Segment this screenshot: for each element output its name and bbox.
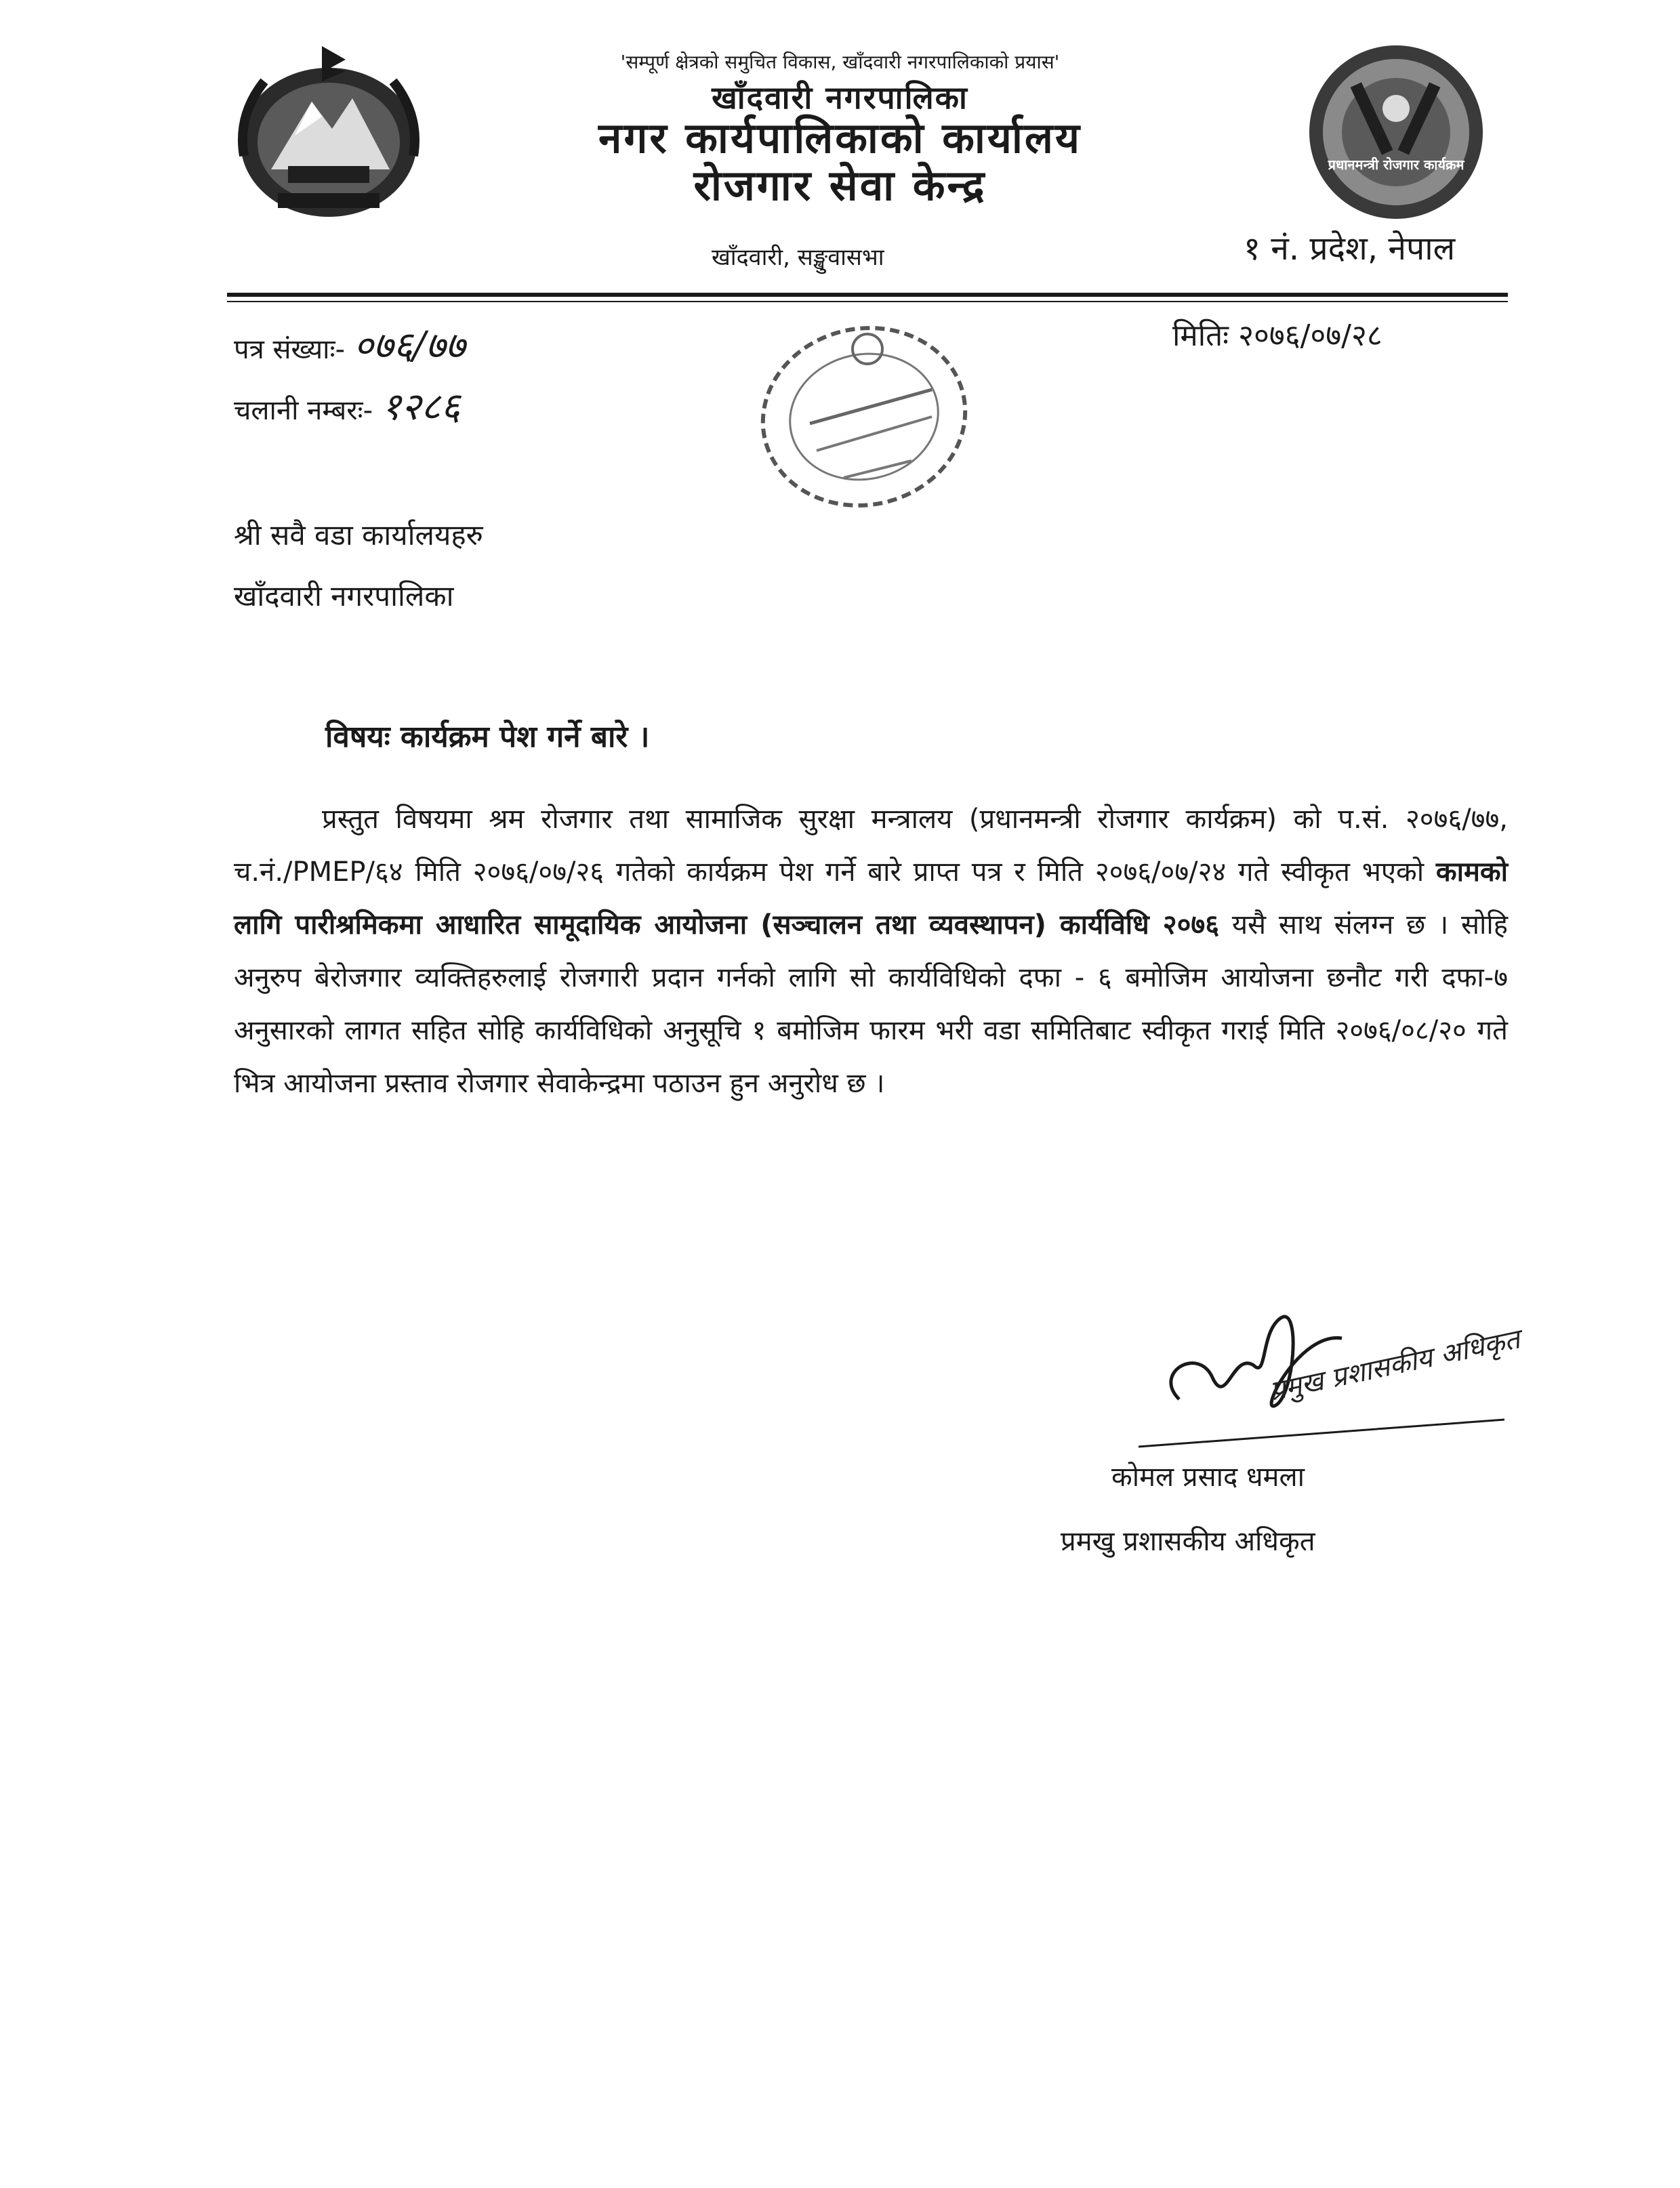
header-province: १ नं. प्रदेश, नेपाल xyxy=(1244,230,1456,268)
office-stamp-icon xyxy=(729,308,1013,539)
date-row xyxy=(1172,314,1382,354)
date-value: २०७६/०७/२८ xyxy=(1238,318,1382,353)
subject-label: विषयः xyxy=(325,720,390,754)
body-part-1: प्रस्तुत विषयमा श्रम रोजगार तथा सामाजिक सुरक्षा मन्त्रालय (प्रधानमन्त्री रोजगार कार्यक्रम) को प.सं. २०७६/७७, च.नं./PMEP/६४ मिति २०७६/०७/२६ गतेको कार्यक्रम पेश गर्ने बारे प्राप्त पत्र र मिति २०७६/०७/२४ गते स्वीकृत भएको xyxy=(234,804,1508,888)
subject-text: कार्यक्रम पेश गर्ने बारे । xyxy=(401,720,650,754)
dispatch-number-value: १२८६ xyxy=(381,385,461,429)
right-emblem-text: प्रधानमन्त्री रोजगार कार्यक्रम xyxy=(1328,157,1464,173)
date-label: मितिः xyxy=(1172,318,1229,353)
dispatch-number-label: चलानी नम्बरः- xyxy=(234,395,373,426)
dispatch-number-row xyxy=(234,379,460,431)
recipient-line-1: श्री सवै वडा कार्यालयहरु xyxy=(234,518,483,552)
letter-number-value: ०७६/७७ xyxy=(353,324,466,368)
letter-number-row xyxy=(234,318,465,370)
body-part-2: यसै साथ संलग्न छ । सोहि अनुरुप बेरोजगार व्यक्तिहरुलाई रोजगारी प्रदान गर्नको लागि सो कार्यविधिको दफा - ६ बमोजिम आयोजना छनौट गरी दफा-७ अनुसारको लागत सहित सोहि कार्यविधिको अनुसूचि १ बमोजिम फारम भरी वडा समितिबाट स्वीकृत गराई मिति २०७६/०८/२० गते भित्र आयोजना प्रस्ताव रोजगार सेवाकेन्द्रमा पठाउन हुन अनुरोध छ । xyxy=(234,909,1509,1099)
subject-row xyxy=(325,715,649,756)
signature-stamp-text: प्रमुख प्रशासकीय अधिकृत xyxy=(1267,1323,1523,1407)
header-center: रोजगार सेवा केन्द्र xyxy=(693,161,987,210)
header-rule-thin xyxy=(227,301,1508,302)
letter-body xyxy=(234,793,1508,1110)
header-rule-thick xyxy=(227,293,1508,297)
body-bold-part: कामको लागि पारीश्रमिकमा आधारित सामूदायिक आयोजना (सञ्चालन तथा व्यवस्थापन) कार्यविधि २०७६ xyxy=(234,856,1508,941)
header-address: खाँदवारी, सङ्खुवासभा xyxy=(712,244,884,271)
letter-number-label: पत्र संख्याः- xyxy=(234,334,346,365)
signatory-title: प्रमखु प्रशासकीय अधिकृत xyxy=(1061,1526,1315,1557)
header-municipality: खाँदवारी नगरपालिका xyxy=(712,79,968,116)
signatory-name: कोमल प्रसाद धमला xyxy=(1111,1462,1305,1493)
header-office: नगर कार्यपालिकाको कार्यालय xyxy=(598,113,1082,163)
handwritten-signature xyxy=(1098,1291,1532,1460)
recipient-line-2: खाँदवारी नगरपालिका xyxy=(234,579,454,613)
header-motto: 'सम्पूर्ण क्षेत्रको समुचित विकास, खाँदवारी नगरपालिकाको प्रयास' xyxy=(620,51,1060,73)
